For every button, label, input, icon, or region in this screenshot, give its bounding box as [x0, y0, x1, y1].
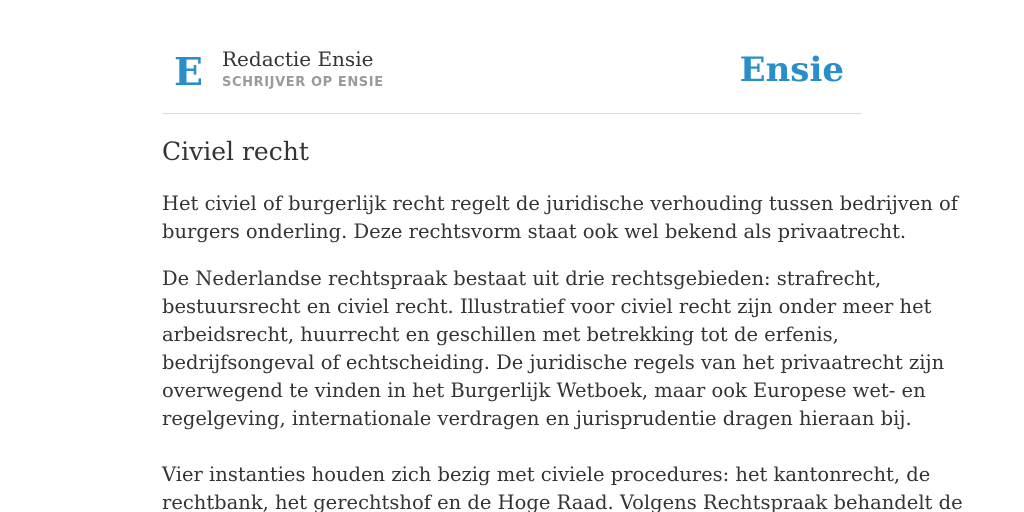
paragraph-line: arbeidsrecht, huurrecht en geschillen met betrekking tot de erfenis, — [162, 323, 839, 346]
paragraph-line: Vier instanties houden zich bezig met civiele procedures: het kantonrecht, de — [162, 463, 931, 486]
article-paragraph — [162, 190, 959, 246]
paragraph-line: Het civiel of burgerlijk recht regelt de juridische verhouding tussen bedrijven of — [162, 192, 959, 215]
author-role: SCHRIJVER OP ENSIE — [222, 75, 384, 90]
brand-logo[interactable]: Ensie — [739, 50, 844, 90]
paragraph-line: De Nederlandse rechtspraak bestaat uit drie rechtsgebieden: strafrecht, — [162, 267, 882, 290]
paragraph-line: overwegend te vinden in het Burgerlijk Wetboek, maar ook Europese wet- en — [162, 379, 926, 402]
article-paragraph — [162, 461, 963, 512]
paragraph-line: bedrijfsongeval of echtscheiding. De juridische regels van het privaatrecht zijn — [162, 351, 945, 374]
paragraph-line: bestuursrecht en civiel recht. Illustratief voor civiel recht zijn onder meer het — [162, 295, 932, 318]
article-title: Civiel recht — [162, 137, 309, 166]
author-header — [162, 40, 862, 114]
article-paragraph — [162, 265, 945, 433]
author-avatar[interactable]: E — [174, 49, 203, 94]
article-body — [162, 190, 963, 512]
author-name[interactable]: Redactie Ensie — [222, 47, 374, 71]
paragraph-line: regelgeving, internationale verdragen en jurisprudentie dragen hieraan bij. — [162, 407, 912, 430]
paragraph-line: burgers onderling. Deze rechtsvorm staat ook wel bekend als privaatrecht. — [162, 220, 907, 243]
paragraph-line: rechtbank, het gerechtshof en de Hoge Raad. Volgens Rechtspraak behandelt de — [162, 491, 963, 512]
